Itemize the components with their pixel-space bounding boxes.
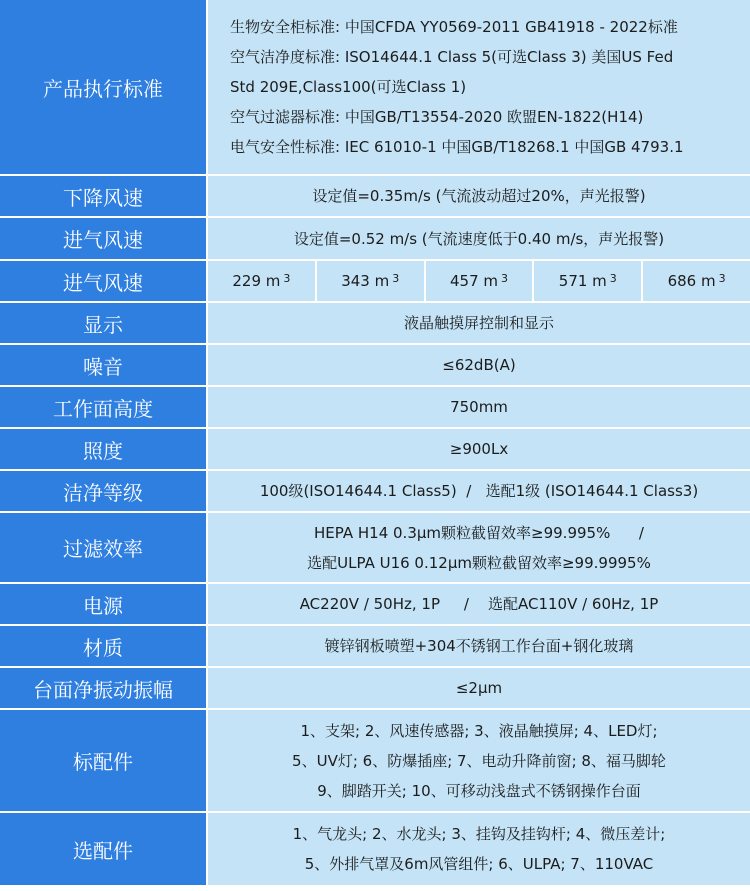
spec-row-inflow — [0, 218, 750, 259]
value-cell — [208, 261, 315, 301]
spec-row-power — [0, 584, 750, 624]
value-cells — [208, 261, 750, 301]
row-label: 台面净振动振幅 — [0, 668, 208, 708]
spec-row-noise — [0, 345, 750, 385]
spec-row-standard-accessories — [0, 710, 750, 811]
row-label: 噪音 — [0, 345, 208, 385]
spec-row-material — [0, 626, 750, 666]
cell-value: 229 m — [232, 272, 281, 290]
cell-value: 571 m — [558, 272, 607, 290]
row-label: 过滤效率 — [0, 513, 208, 582]
value-cell — [424, 261, 533, 301]
row-label: 标配件 — [0, 710, 208, 811]
value-line: HEPA H14 0.3μm颗粒截留效率≥99.995% / — [314, 523, 644, 542]
row-value — [208, 513, 750, 582]
value-line: 1、气龙头; 2、水龙头; 3、挂钩及挂钩杆; 4、微压差计; — [292, 825, 666, 843]
value-line: 100级(ISO14644.1 Class5) / 选配1级 (ISO14644.1 Class3) — [259, 482, 699, 500]
row-value — [208, 387, 750, 427]
spec-row-filtration — [0, 513, 750, 582]
value-line: 选配ULPA U16 0.12μm颗粒截留效率≥99.9995% — [307, 553, 651, 572]
row-label: 电源 — [0, 584, 208, 624]
value-line: 设定值=0.52 m/s (气流速度低于0.40 m/s，声光报警) — [293, 229, 665, 248]
row-value — [208, 345, 750, 385]
row-value — [208, 429, 750, 469]
value-line: 空气洁净度标准: ISO14644.1 Class 5(可选Class 3) 美国US Fed — [230, 48, 674, 66]
row-label: 下降风速 — [0, 176, 208, 216]
value-line: 1、支架; 2、风速传感器; 3、液晶触摸屏; 4、LED灯; — [300, 721, 658, 740]
row-value — [208, 0, 750, 174]
row-label: 显示 — [0, 303, 208, 343]
row-label: 选配件 — [0, 813, 208, 885]
spec-row-illuminance — [0, 429, 750, 469]
row-value — [208, 626, 750, 666]
value-line: 设定值=0.35m/s (气流波动超过20%，声光报警) — [312, 187, 646, 205]
row-label: 材质 — [0, 626, 208, 666]
row-value — [208, 710, 750, 811]
value-line: 5、UV灯; 6、防爆插座; 7、电动升降前窗; 8、福马脚轮 — [292, 751, 666, 770]
row-value — [208, 584, 750, 624]
spec-row-vibration — [0, 668, 750, 708]
value-line: ≥900Lx — [449, 440, 509, 458]
row-label: 工作面高度 — [0, 387, 208, 427]
row-label: 照度 — [0, 429, 208, 469]
value-line: AC220V / 50Hz, 1P / 选配AC110V / 60Hz, 1P — [299, 595, 659, 613]
cell-superscript: 3 — [718, 271, 726, 285]
spec-row-inflow-volume — [0, 261, 750, 301]
value-cell — [641, 261, 750, 301]
spec-row-display — [0, 303, 750, 343]
value-line: 空气过滤器标准: 中国GB/T13554-2020 欧盟EN-1822(H14) — [230, 108, 644, 126]
spec-row-optional-accessories — [0, 813, 750, 885]
cell-value: 457 m — [449, 272, 498, 290]
spec-row-work-height — [0, 387, 750, 427]
value-line: ≤2μm — [455, 679, 503, 697]
value-line: ≤62dB(A) — [442, 356, 516, 374]
value-cell — [315, 261, 424, 301]
cell-superscript: 3 — [283, 271, 291, 285]
value-line: 镀锌钢板喷塑+304不锈钢工作台面+钢化玻璃 — [324, 637, 634, 655]
row-label: 洁净等级 — [0, 471, 208, 511]
row-value — [208, 176, 750, 216]
value-cell — [532, 261, 641, 301]
value-line: 液晶触摸屏控制和显示 — [403, 314, 554, 332]
row-value — [208, 668, 750, 708]
value-line: 5、外排气罩及6m风管组件; 6、ULPA; 7、110VAC — [304, 855, 654, 873]
row-value — [208, 303, 750, 343]
row-label: 进气风速 — [0, 218, 208, 259]
cell-value: 686 m — [667, 272, 716, 290]
value-line: 9、脚踏开关; 10、可移动浅盘式不锈钢操作台面 — [317, 781, 641, 800]
value-line: 电气安全性标准: IEC 61010-1 中国GB/T18268.1 中国GB 4793.1 — [230, 138, 684, 156]
value-line: 生物安全柜标准: 中国CFDA YY0569-2011 GB41918 - 2022标准 — [230, 18, 678, 36]
value-line: 750mm — [450, 398, 508, 416]
cell-superscript: 3 — [501, 271, 508, 285]
cell-superscript: 3 — [609, 271, 617, 285]
row-label: 进气风速 — [0, 261, 208, 301]
row-value — [208, 813, 750, 885]
cell-value: 343 m — [341, 272, 390, 290]
spec-row-cleanliness — [0, 471, 750, 511]
value-line: Std 209E,Class100(可选Class 1) — [230, 78, 467, 96]
row-label: 产品执行标准 — [0, 0, 208, 174]
cell-superscript: 3 — [392, 271, 400, 285]
spec-row-standards — [0, 0, 750, 174]
spec-row-downflow — [0, 176, 750, 216]
row-value — [208, 471, 750, 511]
row-value — [208, 218, 750, 259]
